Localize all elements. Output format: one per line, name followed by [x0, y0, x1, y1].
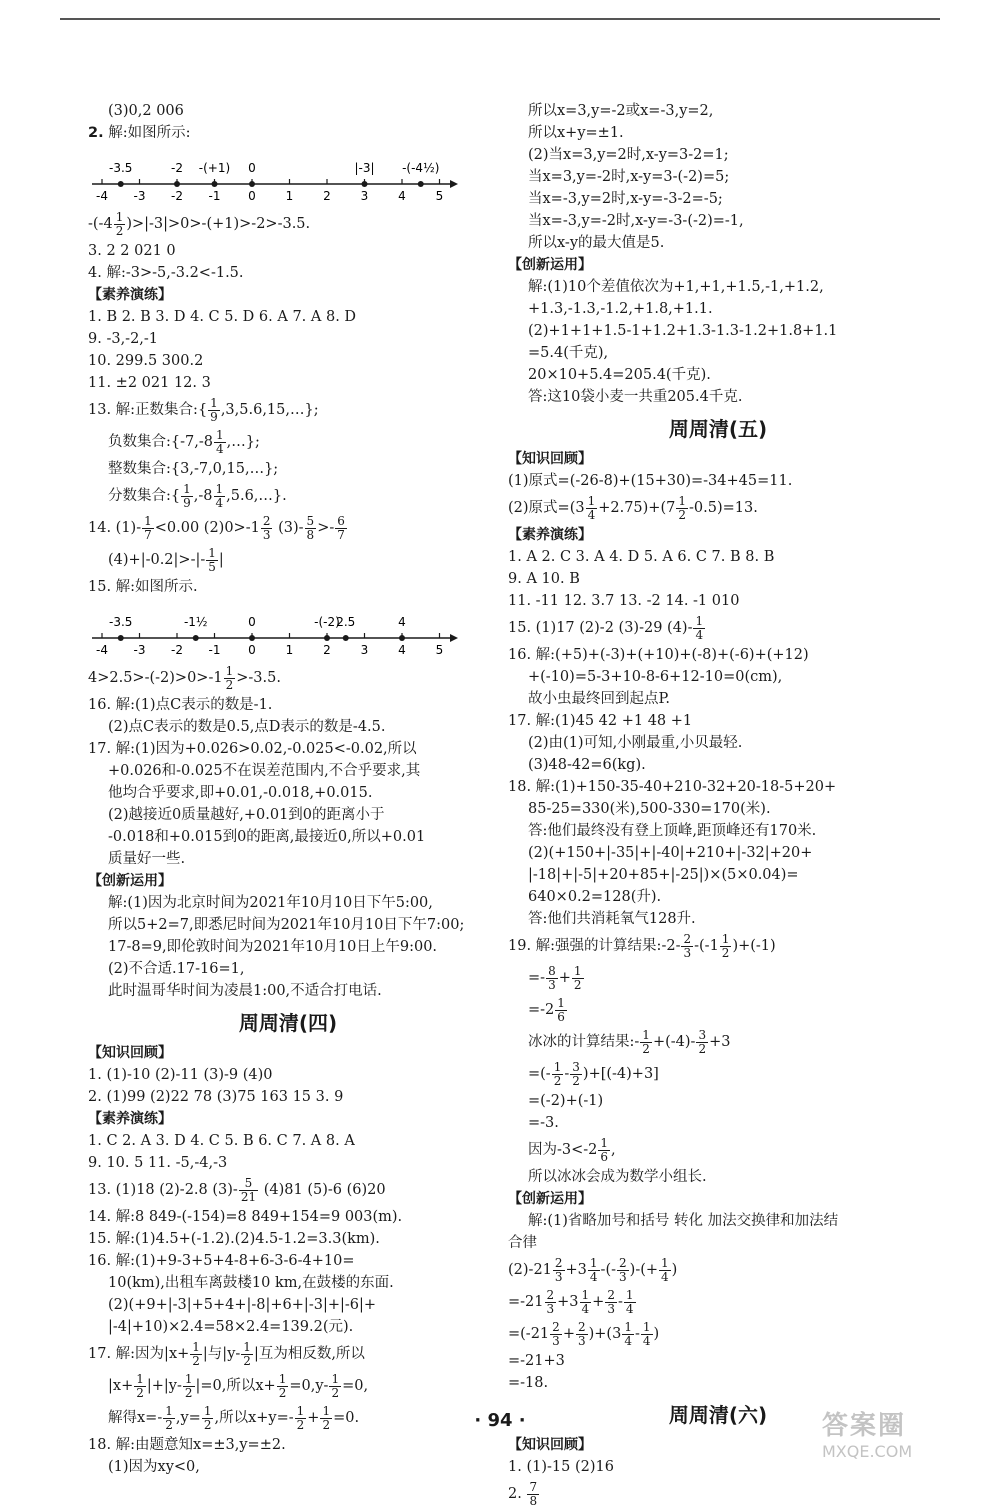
answer-line: 640×0.2=128(升). [528, 889, 662, 905]
page-number: · 94 · [474, 1410, 526, 1431]
answer-line: (2)当x=3,y=2时,x-y=3-2=1; [528, 147, 729, 163]
answer-line: 19. 解:强强的计算结果:-2- $\frac{2}{3}$ -(-1 $\frac{1}{2}$ )+(-1) [508, 931, 776, 960]
tick-label: 3 [360, 643, 369, 657]
fraction: $\frac{1}{4}$ [624, 1319, 632, 1348]
fraction: $\frac{1}{6}$ [557, 995, 565, 1024]
answer-line: =(-21 $\frac{2}{3}$ + $\frac{2}{3}$ )+(3 $\frac{1}{4}$ - $\frac{1}{4}$ ) [508, 1319, 660, 1348]
arrow-head [450, 180, 458, 188]
answer-line: (1)原式=(-26-8)+(15+30)=-34+45=11. [508, 473, 793, 489]
tick-label: 1 [285, 643, 294, 657]
fraction: $\frac{1}{2}$ [165, 1403, 173, 1432]
point-dot [118, 181, 124, 187]
section-heading: 【创新运用】 [88, 873, 172, 889]
answer-line: (2)由(1)可知,小刚最重,小贝最轻. [528, 735, 743, 751]
point-label: -(+1) [198, 161, 231, 175]
tick-label: -3 [133, 643, 146, 657]
answer-line: 合律 [508, 1235, 537, 1251]
fraction: $\frac{1}{4}$ [589, 1255, 598, 1284]
answer-line: 16. 解:(1)+9-3+5+4-8+6-3-6-4+10= [88, 1253, 355, 1269]
answer-line: =-18. [508, 1375, 549, 1391]
answer-line: 当x=-3,y=-2时,x-y=-3-(-2)=-1, [528, 213, 744, 229]
answer-line: (2)点C表示的数是0.5,点D表示的数是-4.5. [108, 719, 386, 735]
tick-label: -2 [171, 643, 183, 657]
answer-line: 16. 解:(1)点C表示的数是-1. [88, 697, 273, 713]
watermark-url: MXQE.COM [822, 1442, 913, 1461]
answer-line: 17-8=9,即伦敦时间为2021年10月10日上午9:00. [108, 939, 438, 955]
answer-line: |-18|+|-5|+20+85+|-25|)×(5×0.04)= [528, 867, 799, 883]
tick-label: 0 [248, 189, 256, 203]
fraction: $\frac{1}{4}$ [661, 1255, 669, 1284]
answer-line: (4)+|-0.2|>-|- $\frac{1}{5}$ | [108, 545, 224, 574]
tick-label: 0 [248, 643, 256, 657]
tick-label: 4 [398, 189, 406, 203]
answer-line: 9. -3,-2,-1 [88, 331, 159, 347]
answer-line: 1. (1)-15 (2)16 [508, 1459, 614, 1475]
answer-line: (3)48-42=6(kg). [528, 757, 646, 773]
fraction: $\frac{8}{3}$ [548, 963, 556, 992]
tick-label: -3 [133, 189, 146, 203]
point-label: -3.5 [109, 161, 133, 175]
answer-line: 17. 解:(1)45 42 +1 48 +1 [508, 713, 693, 729]
point-label: |-3| [354, 161, 375, 175]
answer-line: (2)越接近0质量越好,+0.01到0的距离小于 [108, 807, 385, 823]
answer-line: 3. 2 2 021 0 [88, 243, 176, 259]
answer-line: 15. (1)17 (2)-2 (3)-29 (4)- $\frac{1}{4}$ [508, 613, 704, 642]
section-heading: 【素养演练】 [88, 1111, 172, 1127]
fraction: $\frac{1}{2}$ [573, 963, 582, 992]
point-label: 0 [248, 161, 256, 175]
answer-line: (2)+1+1+1.5-1+1.2+1.3-1.3-1.2+1.8+1.1 [528, 323, 838, 339]
answer-line: (2)不合适.17-16=1, [108, 961, 245, 977]
answer-line: -0.018和+0.015到0的距离,最接近0,所以+0.01 [108, 829, 426, 845]
section-heading: 【创新运用】 [508, 1191, 592, 1207]
fraction: $\frac{1}{7}$ [144, 513, 152, 542]
answer-line: (2)原式=(3 $\frac{1}{4}$ +2.75)+(7 $\frac{1}{2}$ -0.5)=13. [508, 493, 758, 522]
answer-line: (2)(+9+|-3|+5+4+|-8|+6+|-3|+|-6|+ [108, 1297, 377, 1313]
answer-line: 4. 解:-3>-5,-3.2<-1.5. [88, 265, 244, 281]
number-line-2 [88, 602, 488, 658]
answer-line: 故小虫最终回到起点P. [528, 691, 670, 707]
fraction: $\frac{2}{3}$ [546, 1287, 555, 1316]
fraction: $\frac{1}{2}$ [115, 209, 124, 238]
answer-line: 17. 解:因为|x+ $\frac{1}{2}$ |与|y- $\frac{1}{2}$ |互为相反数,所以 [88, 1339, 365, 1368]
answer-line: 13. (1)18 (2)-2.8 (3)- $\frac{5}{21}$ (4)81 (5)-6 (6)20 [88, 1175, 386, 1204]
answer-line: 冰冰的计算结果:- $\frac{1}{2}$ +(-4)- $\frac{3}{2}$ +3 [528, 1027, 731, 1056]
fraction: $\frac{1}{2}$ [642, 1027, 650, 1056]
point-label: -(-2) [314, 615, 340, 629]
fraction: $\frac{1}{2}$ [184, 1371, 193, 1400]
answer-line: 当x=3,y=-2时,x-y=3-(-2)=5; [528, 169, 730, 185]
answer-line: 13. 解:正数集合:{ $\frac{1}{9}$ ,3,5.6,15,…}; [88, 395, 319, 424]
answer-line: =- $\frac{8}{3}$ + $\frac{1}{2}$ [528, 963, 582, 992]
fraction: $\frac{1}{2}$ [225, 663, 234, 692]
answer-line: 1. B 2. B 3. D 4. C 5. D 6. A 7. A 8. D [88, 309, 357, 325]
answer-line: +1.3,-1.3,-1.2,+1.8,+1.1. [528, 301, 713, 317]
answer-line: 1. A 2. C 3. A 4. D 5. A 6. C 7. B 8. B [508, 549, 775, 565]
answer-line: 所以x-y的最大值是5. [528, 235, 665, 251]
answer-line: 2. $\frac{7}{8}$ [508, 1479, 538, 1508]
fraction: $\frac{1}{4}$ [642, 1319, 651, 1348]
answer-line: 答:这10袋小麦一共重205.4千克. [528, 389, 743, 405]
fraction: $\frac{5}{8}$ [306, 513, 315, 542]
point-dot [249, 635, 255, 641]
left-column [88, 100, 488, 1478]
answer-line: 17. 解:(1)因为+0.026>0.02,-0.025<-0.02,所以 [88, 741, 417, 757]
arrow-head [450, 634, 458, 642]
answer-line: 他均合乎要求,即+0.01,-0.018,+0.015. [108, 785, 373, 801]
answer-line: +0.026和-0.025不在误差范围内,不合乎要求,其 [108, 763, 421, 779]
answer-line: |-4|+10)×2.4=58×2.4=139.2(元). [108, 1319, 354, 1335]
fraction: $\frac{1}{4}$ [695, 613, 704, 642]
section-title: 周周清(六) [668, 1403, 768, 1427]
number-line-svg [88, 602, 458, 658]
answer-line: 16. 解:(+5)+(-3)+(+10)+(-8)+(-6)+(+12) [508, 647, 809, 663]
answer-line: 15. 解:(1)4.5+(-1.2).(2)4.5-1.2=3.3(km). [88, 1231, 380, 1247]
fraction: $\frac{1}{4}$ [215, 481, 224, 510]
fraction: $\frac{3}{2}$ [572, 1059, 580, 1088]
answer-line: 85-25=330(米),500-330=170(米). [528, 801, 771, 817]
fraction: $\frac{1}{2}$ [678, 493, 686, 522]
fraction: $\frac{1}{9}$ [183, 481, 191, 510]
point-dot [212, 181, 218, 187]
answer-line: 2. (1)99 (2)22 78 (3)75 163 15 3. 9 [88, 1089, 344, 1105]
fraction: $\frac{1}{9}$ [210, 395, 218, 424]
watermark-logo [822, 1405, 972, 1461]
fraction: $\frac{1}{2}$ [136, 1371, 144, 1400]
number-line-1 [88, 148, 488, 204]
answer-line: 答:他们最终没有登上顶峰,距顶峰还有170米. [528, 823, 817, 839]
tick-label: 5 [435, 643, 444, 657]
answer-line: 18. 解:(1)+150-35-40+210-32+20-18-5+20+ [508, 779, 837, 795]
section-heading: 【素养演练】 [508, 527, 592, 543]
point-label: -(-4½) [402, 161, 440, 175]
answer-line: 20×10+5.4=205.4(千克). [528, 367, 711, 383]
number-line-svg [88, 148, 458, 204]
watermark-title: 答案圈 [822, 1411, 907, 1441]
section-heading: 【知识回顾】 [508, 451, 592, 467]
answer-line: 1. C 2. A 3. D 4. C 5. B 6. C 7. A 8. A [88, 1133, 355, 1149]
answer-line: (3)0,2 006 [108, 103, 184, 119]
answer-line: 所以5+2=7,即悉尼时间为2021年10月10日下午7:00; [108, 917, 465, 933]
answer-line: 14. 解:8 849-(-154)=8 849+154=9 003(m). [88, 1209, 403, 1225]
answer-line: 所以x+y=±1. [528, 125, 624, 141]
point-label: -3.5 [109, 615, 133, 629]
answer-line: (2)-21 $\frac{2}{3}$ +3 $\frac{1}{4}$ -(- $\frac{2}{3}$ )-(+ $\frac{1}{4}$ ) [508, 1255, 678, 1284]
fraction: $\frac{1}{4}$ [625, 1287, 634, 1316]
tick-label: 5 [435, 189, 444, 203]
point-dot [324, 635, 330, 641]
fraction: $\frac{1}{2}$ [278, 1371, 287, 1400]
point-dot [399, 635, 405, 641]
tick-label: 1 [285, 189, 294, 203]
point-dot [418, 181, 424, 187]
fraction: $\frac{1}{2}$ [322, 1403, 331, 1432]
point-dot [249, 181, 255, 187]
answer-line: 15. 解:如图所示. [88, 579, 198, 595]
section-heading: 【创新运用】 [508, 257, 592, 273]
fraction: $\frac{1}{2}$ [296, 1403, 305, 1432]
answer-line: =-21+3 [508, 1353, 565, 1369]
answer-line: 解得x=- $\frac{1}{2}$ ,y= $\frac{1}{2}$ ,所以x+y=- $\frac{1}{2}$ + $\frac{1}{2}$ =0. [108, 1403, 360, 1432]
top-rule [60, 18, 940, 20]
right-column [508, 100, 928, 1510]
answer-line: 分数集合:{ $\frac{1}{9}$ ,-8 $\frac{1}{4}$ ,5.6,…}. [108, 481, 287, 510]
answer-line: =-21 $\frac{2}{3}$ +3 $\frac{1}{4}$ + $\frac{2}{3}$ - $\frac{1}{4}$ [508, 1287, 634, 1316]
fraction: $\frac{1}{4}$ [215, 427, 224, 456]
answer-line: 解:(1)10个差值依次为+1,+1,+1.5,-1,+1.2, [528, 279, 824, 295]
section-heading: 【知识回顾】 [508, 1437, 592, 1453]
answer-line: 10. 299.5 300.2 [88, 353, 204, 369]
answer-line: =-3. [528, 1115, 559, 1131]
tick-label: 2 [323, 643, 331, 657]
tick-label: -1 [208, 189, 221, 203]
answer-line: 整数集合:{3,-7,0,15,…}; [108, 461, 279, 477]
point-label: 0 [248, 615, 256, 629]
answer-line: 所以冰冰会成为数学小组长. [528, 1169, 707, 1185]
answer-line: |x+ $\frac{1}{2}$ |+|y- $\frac{1}{2}$ |=0,所以x+ $\frac{1}{2}$ =0,y- $\frac{1}{2}$ =0, [108, 1371, 369, 1400]
answer-line: 11. -11 12. 3.7 13. -2 14. -1 010 [508, 593, 740, 609]
answer-line: 所以x=3,y=-2或x=-3,y=2, [528, 103, 714, 119]
tick-label: -4 [96, 643, 108, 657]
answer-line: =(- $\frac{1}{2}$ - $\frac{3}{2}$ )+[(-4)+3] [528, 1059, 659, 1088]
fraction: $\frac{2}{3}$ [607, 1287, 615, 1316]
answer-line: =(-2)+(-1) [528, 1093, 604, 1109]
point-dot [193, 635, 199, 641]
fraction: $\frac{1}{2}$ [721, 931, 730, 960]
answer-line: 负数集合:{-7,-8 $\frac{1}{4}$ ,…}; [108, 427, 260, 456]
point-dot [343, 635, 349, 641]
section-heading: 【素养演练】 [88, 287, 172, 303]
answer-line: 质量好一些. [108, 851, 186, 867]
answer-line: 10(km),出租车离鼓楼10 km,在鼓楼的东面. [108, 1275, 394, 1291]
answer-line: 答:他们共消耗氧气128升. [528, 911, 696, 927]
fraction: $\frac{2}{3}$ [262, 513, 271, 542]
fraction: $\frac{2}{3}$ [619, 1255, 627, 1284]
fraction: $\frac{1}{6}$ [600, 1135, 609, 1164]
point-label: 4 [398, 615, 406, 629]
answer-line: 14. (1)- $\frac{1}{7}$ <0.00 (2)0>-1 $\frac{2}{3}$ (3)- $\frac{5}{8}$ >- $\frac{6}{7}$ [88, 513, 345, 542]
answer-line: 4>2.5>-(-2)>0>-1 $\frac{1}{2}$ >-3.5. [88, 663, 281, 692]
answer-line: (2)(+150+|-35|+|-40|+210+|-32|+20+ [528, 845, 813, 861]
fraction: $\frac{1}{5}$ [208, 545, 216, 574]
answer-line: 18. 解:由题意知x=±3,y=±2. [88, 1437, 286, 1453]
fraction: $\frac{2}{3}$ [554, 1255, 563, 1284]
tick-label: 3 [360, 189, 369, 203]
fraction: $\frac{6}{7}$ [337, 513, 345, 542]
tick-label: 4 [398, 643, 406, 657]
section-title: 周周清(四) [238, 1011, 338, 1035]
answer-line: 9. 10. 5 11. -5,-4,-3 [88, 1155, 228, 1171]
answer-line: 11. ±2 021 12. 3 [88, 375, 211, 391]
fraction: $\frac{5}{21}$ [240, 1175, 257, 1204]
answer-line: (1)因为xy<0, [108, 1459, 200, 1475]
section-heading: 【知识回顾】 [88, 1045, 172, 1061]
answer-line: -(-4 $\frac{1}{2}$ )>|-3|>0>-(+1)>-2>-3.5. [88, 209, 311, 238]
section-title: 周周清(五) [668, 417, 768, 441]
fraction: $\frac{2}{3}$ [683, 931, 692, 960]
point-label: -2 [171, 161, 183, 175]
fraction: $\frac{1}{2}$ [203, 1403, 212, 1432]
answer-line: 当x=-3,y=2时,x-y=-3-2=-5; [528, 191, 723, 207]
fraction: $\frac{2}{3}$ [577, 1319, 586, 1348]
fraction: $\frac{7}{8}$ [529, 1479, 538, 1508]
answer-line: 9. A 10. B [508, 571, 580, 587]
fraction: $\frac{2}{3}$ [552, 1319, 560, 1348]
point-label: -1½ [183, 615, 208, 629]
tick-label: 2 [323, 189, 331, 203]
tick-label: -1 [208, 643, 221, 657]
point-dot [174, 181, 180, 187]
answer-line: 1. (1)-10 (2)-11 (3)-9 (4)0 [88, 1067, 273, 1083]
fraction: $\frac{1}{4}$ [581, 1287, 590, 1316]
fraction: $\frac{1}{2}$ [243, 1339, 251, 1368]
answer-line: 2. 解:如图所示: [88, 125, 191, 141]
answer-line: =-2 $\frac{1}{6}$ [528, 995, 565, 1024]
point-dot [118, 635, 124, 641]
answer-line: 因为-3<-2 $\frac{1}{6}$ , [528, 1135, 616, 1164]
point-dot [362, 181, 368, 187]
answer-line: 此时温哥华时间为凌晨1:00,不适合打电话. [108, 983, 382, 999]
answer-line: +(-10)=5-3+10-8-6+12-10=0(cm), [528, 669, 783, 685]
fraction: $\frac{1}{2}$ [331, 1371, 340, 1400]
fraction: $\frac{1}{4}$ [587, 493, 596, 522]
answer-line: 解:(1)省略加号和括号 转化 加法交换律和加法结 [528, 1213, 839, 1229]
answer-line: 解:(1)因为北京时间为2021年10月10日下午5:00, [108, 895, 433, 911]
point-label: 2.5 [336, 615, 356, 629]
fraction: $\frac{1}{2}$ [553, 1059, 562, 1088]
answer-line: =5.4(千克), [528, 345, 609, 361]
tick-label: -2 [171, 189, 183, 203]
fraction: $\frac{1}{2}$ [192, 1339, 200, 1368]
fraction: $\frac{3}{2}$ [698, 1027, 707, 1056]
tick-label: -4 [96, 189, 108, 203]
